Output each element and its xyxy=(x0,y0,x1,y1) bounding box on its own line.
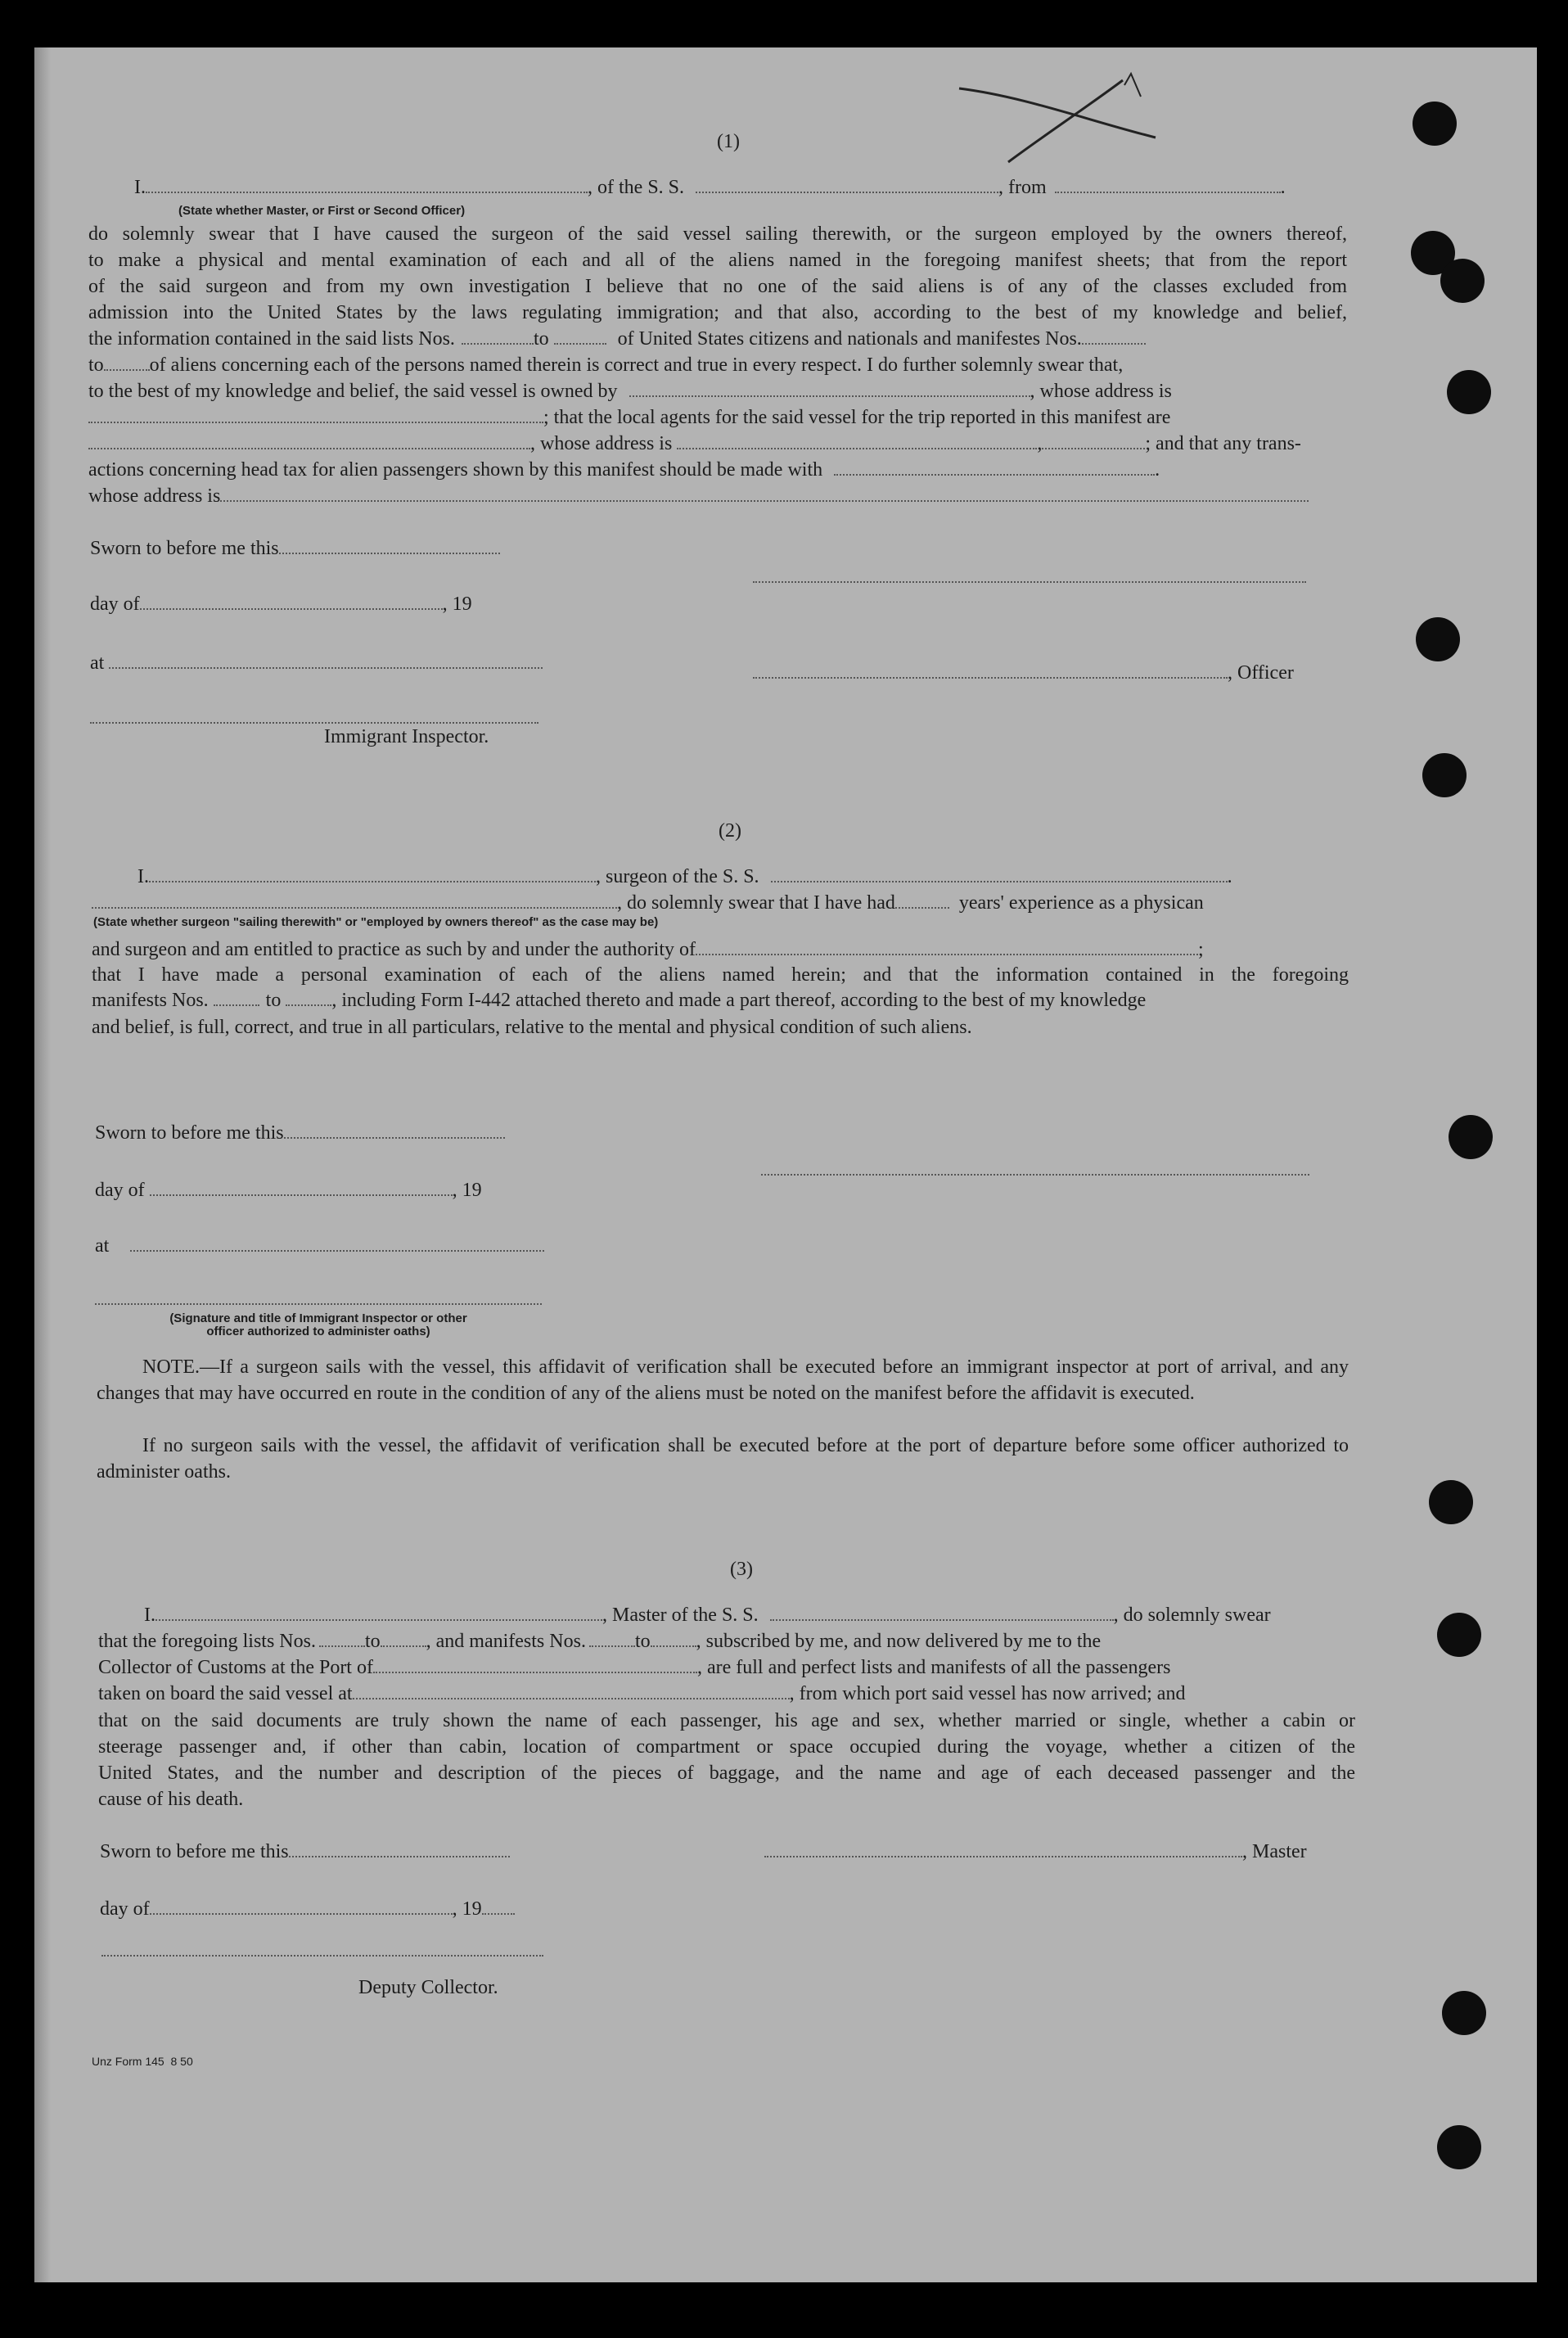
s1-line-6: the information contained in the said lists Nos. to of United States citizens and nationals and manifestes Nos. xyxy=(88,327,1146,351)
s1-line-10: , whose address is , ; and that any trans- xyxy=(88,431,1301,456)
s2-inspector-line xyxy=(95,1303,542,1305)
document-page xyxy=(34,47,1537,2282)
s3-line-3: Collector of Customs at the Port of , are full and perfect lists and manifests of all the passengers xyxy=(98,1657,1171,1678)
s2-signature-line xyxy=(761,1174,1309,1176)
s3-line-4: taken on board the said vessel at , from which port said vessel has now arrived; and xyxy=(98,1683,1186,1704)
s1-line-12: whose address is xyxy=(88,484,1309,508)
s1-at: at xyxy=(90,650,543,676)
s2-line-1: I. , surgeon of the S. S. . xyxy=(137,866,1232,887)
punch-hole xyxy=(1437,1613,1481,1657)
s1-sworn-label: Sworn to before me this xyxy=(90,535,500,562)
section-3-number: (3) xyxy=(730,1559,753,1580)
s3-deputy-line xyxy=(101,1955,543,1957)
s2-line-6: and belief, is full, correct, and true in all particulars, relative to the mental and physical condition of such aliens. xyxy=(92,1017,972,1038)
s1-officer-line: , Officer xyxy=(753,660,1294,686)
s3-deputy-collector: Deputy Collector. xyxy=(358,1977,498,1998)
s3-line-8: cause of his death. xyxy=(98,1789,244,1810)
s2-sworn-label: Sworn to before me this xyxy=(95,1120,505,1146)
s3-sworn-label: Sworn to before me this xyxy=(100,1839,510,1865)
s2-note-1: NOTE.—If a surgeon sails with the vessel, this affidavit of verification shall be executed before an immigrant inspector at port of arrival, and any changes that may have occurred en route in the condition of any of the aliens must be noted on the manifest before the affidavit is executed. xyxy=(97,1356,1349,1404)
s1-line-2: do solemnly swear that I have caused the surgeon of the said vessel sailing therewith, or the surgeon employed by the owners thereof, xyxy=(88,223,1347,245)
s2-note-2: If no surgeon sails with the vessel, the affidavit of verification shall be executed before at the port of departure before some officer authorized to administer oaths. xyxy=(97,1435,1349,1483)
s2-line-3: and surgeon and am entitled to practice as such by and under the authority of ; xyxy=(92,939,1204,960)
s2-day-of: day of , 19 xyxy=(95,1180,482,1201)
page-edge-shadow xyxy=(34,47,51,2282)
s1-line-3: to make a physical and mental examination of each and all of the aliens named in the foregoing manifest sheets; that from the report xyxy=(88,250,1347,271)
punch-hole xyxy=(1422,753,1467,797)
section-1-number: (1) xyxy=(717,131,740,152)
s1-line-1: I. , of the S. S. , from . xyxy=(134,177,1286,198)
punch-hole xyxy=(1440,259,1485,303)
s3-line-6: steerage passenger and, if other than cabin, location of compartment or space occupied during the voyage, whether a citizen of the xyxy=(98,1736,1355,1758)
s1-line-11: actions concerning head tax for alien passengers shown by this manifest should be made with . xyxy=(88,459,1160,481)
s2-line-2: , do solemnly swear that I have had years' experience as a physican xyxy=(92,891,1204,915)
s1-line-4: of the said surgeon and from my own investigation I believe that no one of the said aliens is of any of the classes excluded from xyxy=(88,276,1347,297)
punch-hole xyxy=(1437,2125,1481,2169)
form-number: Unz Form 145 8 50 xyxy=(92,2055,193,2068)
s1-day-of: day of , 19 xyxy=(90,594,472,615)
s2-caption-surgeon: (State whether surgeon "sailing therewith" or "employed by owners thereof" as the case may be) xyxy=(93,915,659,929)
s2-line-4: that I have made a personal examination of each of the aliens named herein; and that the information contained in the foregoing xyxy=(92,964,1349,986)
s2-at: at xyxy=(95,1233,544,1259)
punch-hole xyxy=(1449,1115,1493,1159)
s1-line-5: admission into the United States by the laws regulating immigration; and that also, according to the best of my knowledge and belief, xyxy=(88,302,1347,323)
s1-line-7: to of aliens concerning each of the persons named therein is correct and true in every respect. I do further solemnly swear that, xyxy=(88,354,1124,376)
section-2-number: (2) xyxy=(719,820,741,842)
s1-signature-line-top xyxy=(753,581,1306,583)
s2-signature-caption-1: (Signature and title of Immigrant Inspector or other xyxy=(169,1311,467,1325)
s3-master-line: , Master xyxy=(764,1839,1307,1865)
s3-line-1: I. , Master of the S. S. , do solemnly swear xyxy=(144,1605,1271,1626)
s1-caption-officer: (State whether Master, or First or Second Officer) xyxy=(178,204,466,218)
pen-scribble-mark xyxy=(910,64,1188,178)
s2-signature-caption-2: officer authorized to administer oaths) xyxy=(206,1325,430,1338)
s3-day-of: day of , 19 xyxy=(100,1896,515,1922)
s1-immigrant-inspector: Immigrant Inspector. xyxy=(324,726,489,747)
punch-hole xyxy=(1416,617,1460,661)
s1-line-8: to the best of my knowledge and belief, the said vessel is owned by , whose address is xyxy=(88,381,1172,402)
punch-hole xyxy=(1447,370,1491,414)
punch-hole xyxy=(1429,1480,1473,1524)
s1-line-9: ; that the local agents for the said vessel for the trip reported in this manifest are xyxy=(88,405,1170,430)
s3-line-2: that the foregoing lists Nos. to , and manifests Nos. to , subscribed by me, and now delivered by me to the xyxy=(98,1631,1102,1652)
punch-hole xyxy=(1442,1991,1486,2035)
punch-hole xyxy=(1413,102,1457,146)
s3-line-5: that on the said documents are truly shown the name of each passenger, his age and sex, whether married or single, whether a cabin or xyxy=(98,1710,1355,1731)
s3-line-7: United States, and the number and description of the pieces of baggage, and the name and age of each deceased passenger and the xyxy=(98,1763,1355,1784)
s2-line-5: manifests Nos. to , including Form I-442 attached thereto and made a part thereof, according to the best of my knowledge xyxy=(92,990,1147,1011)
